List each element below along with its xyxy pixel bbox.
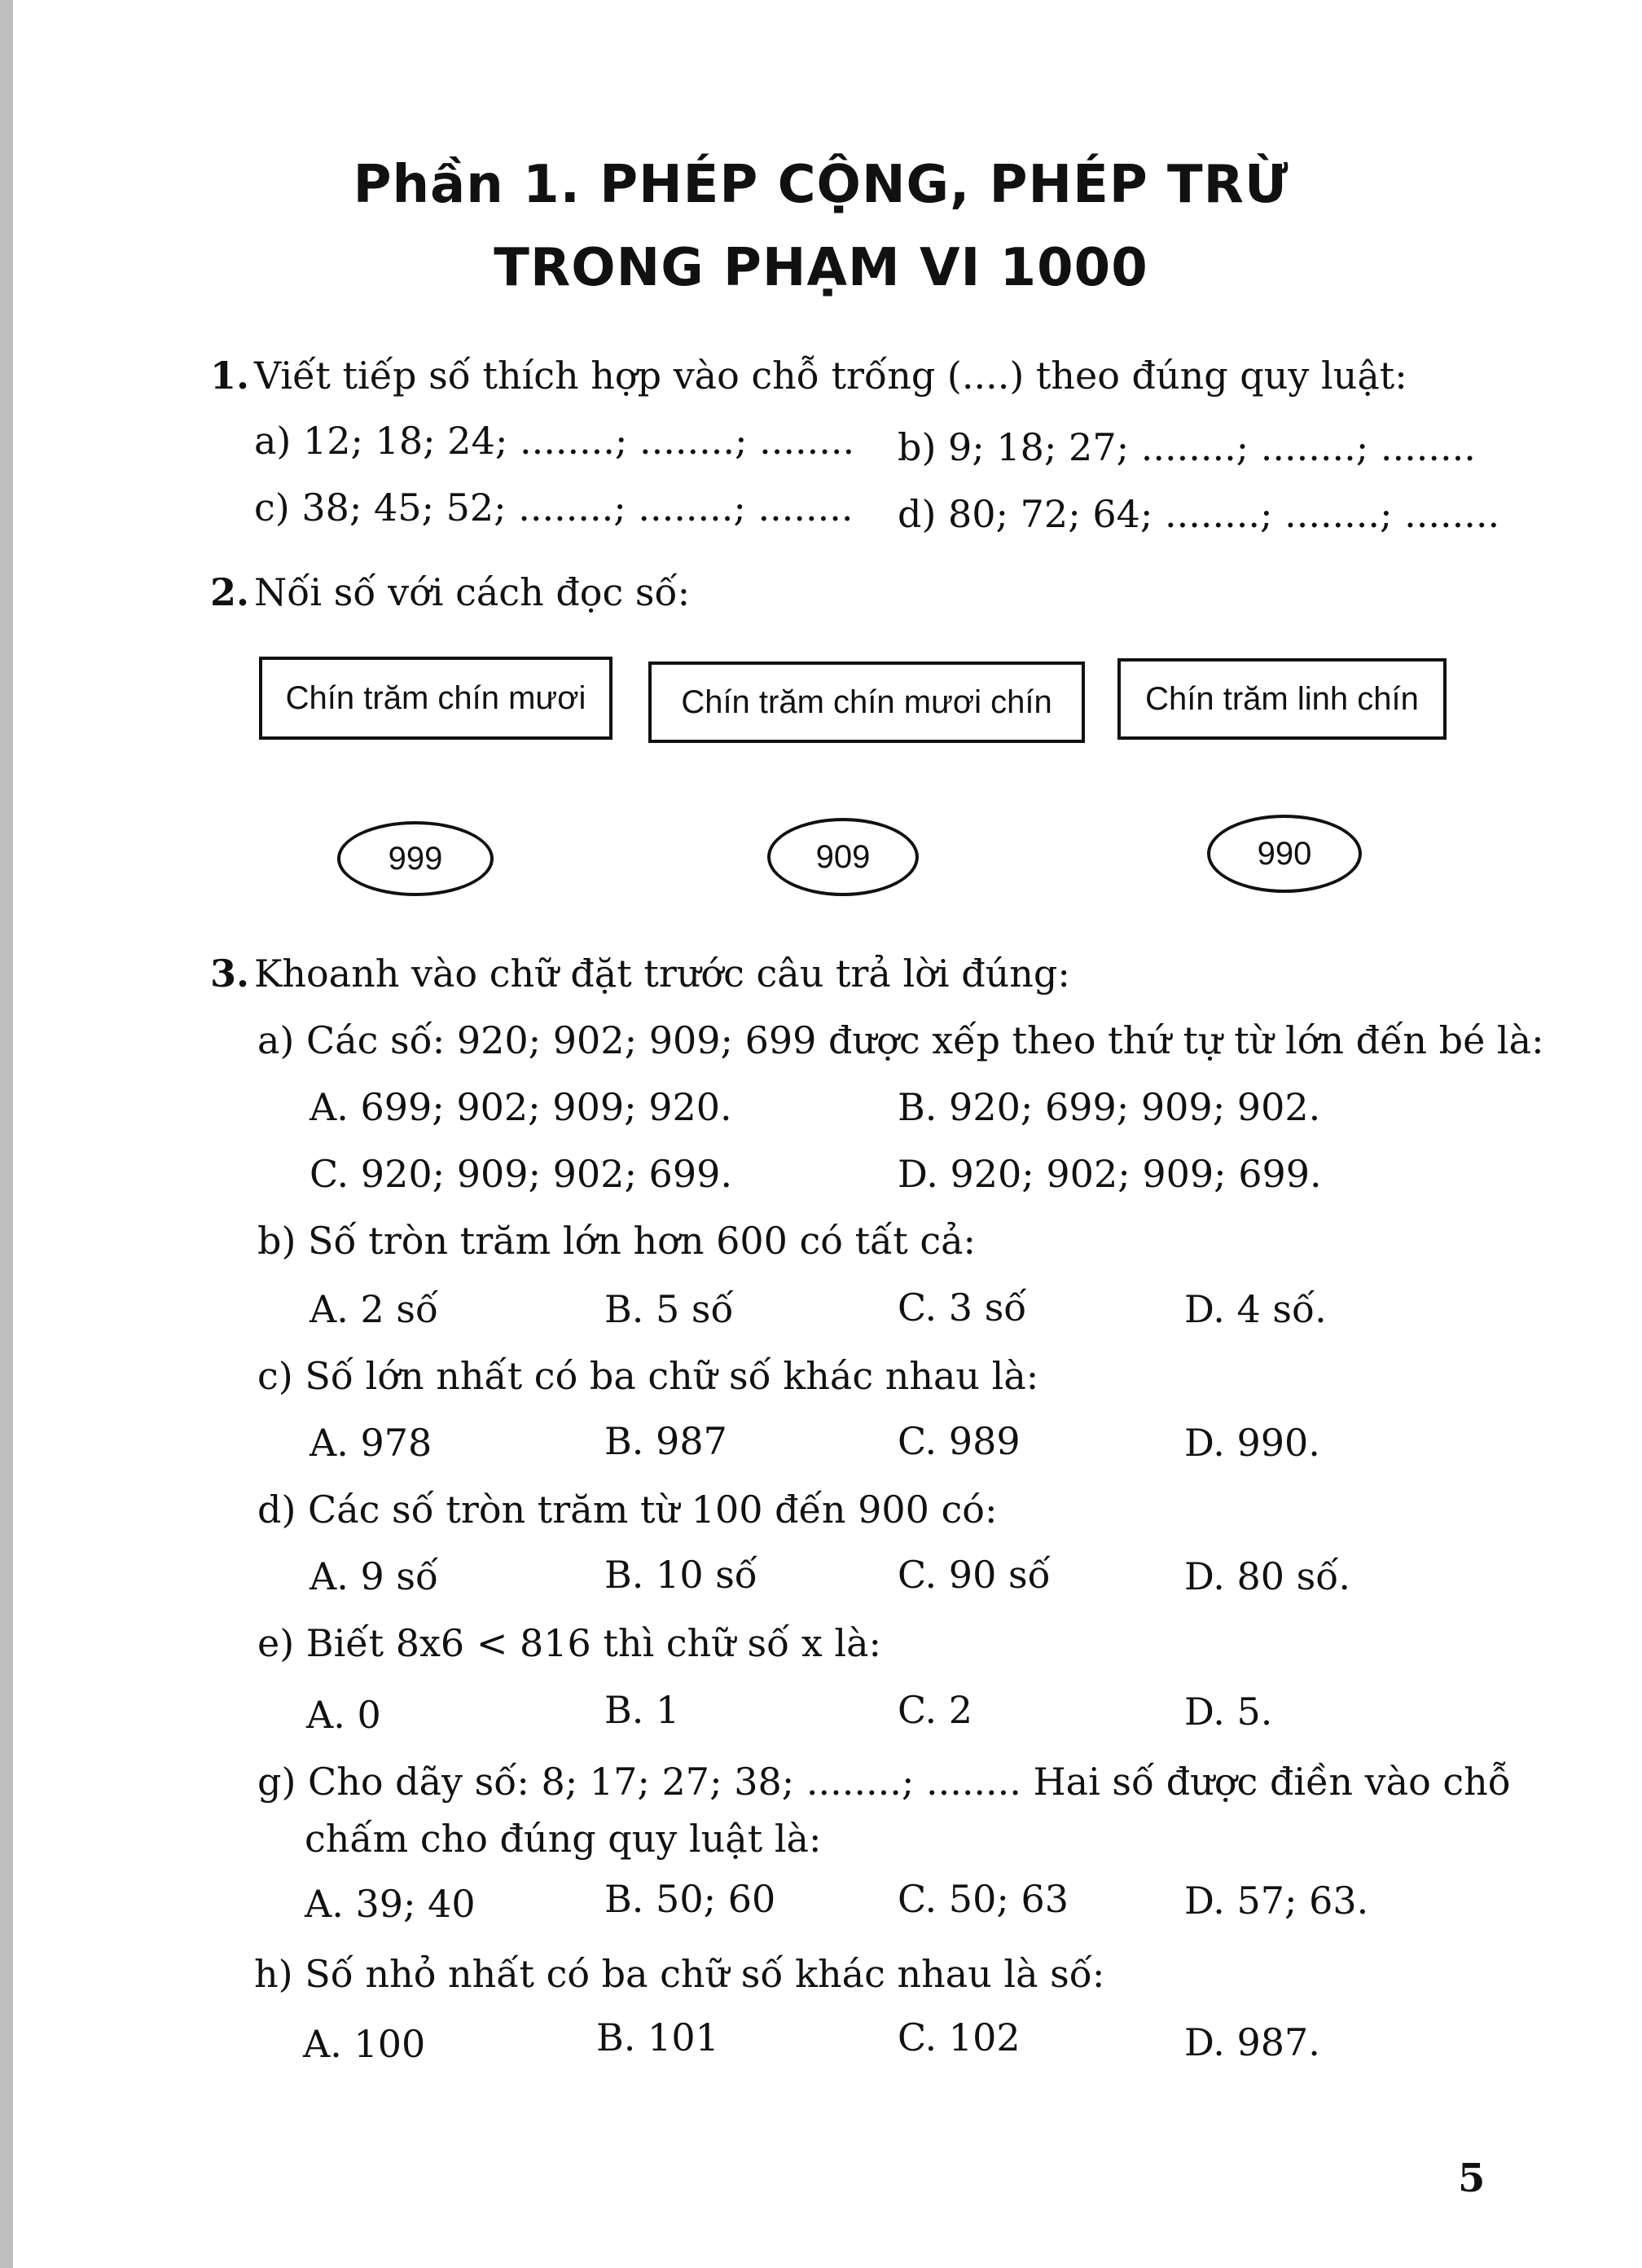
q3b-option-c: C. 3 số xyxy=(898,1286,1027,1330)
q3d-option-b: B. 10 số xyxy=(604,1553,757,1597)
q3c-option-b: B. 987 xyxy=(604,1419,727,1463)
reading-box-909: Chín trăm linh chín xyxy=(1117,658,1447,740)
q3b-option-a: A. 2 số xyxy=(310,1287,439,1331)
q3e-option-b: B. 1 xyxy=(604,1688,680,1732)
q3c-option-d: D. 990. xyxy=(1184,1421,1320,1465)
q1-number: 1. xyxy=(210,354,250,398)
q3h-question: h) Số nhỏ nhất có ba chữ số khác nhau là số: xyxy=(254,1952,1105,1996)
q3a-option-c: C. 920; 909; 902; 699. xyxy=(310,1152,732,1196)
q3d-option-a: A. 9 số xyxy=(310,1554,439,1598)
page-number: 5 xyxy=(1458,2156,1486,2201)
q3c-option-a: A. 978 xyxy=(310,1421,432,1465)
number-oval-999: 999 xyxy=(337,821,494,896)
q3c-question: c) Số lớn nhất có ba chữ số khác nhau là: xyxy=(257,1354,1039,1398)
q3-number: 3. xyxy=(210,952,250,996)
q3e-option-d: D. 5. xyxy=(1184,1690,1273,1734)
q3a-option-d: D. 920; 902; 909; 699. xyxy=(898,1152,1322,1196)
q3a-option-a: A. 699; 902; 909; 920. xyxy=(310,1085,732,1129)
q3e-question: e) Biết 8x6 < 816 thì chữ số x là: xyxy=(257,1621,882,1665)
q3h-option-d: D. 987. xyxy=(1184,2020,1320,2064)
q3d-option-c: C. 90 số xyxy=(898,1553,1051,1597)
number-oval-990: 990 xyxy=(1207,815,1362,893)
q3h-option-c: C. 102 xyxy=(898,2015,1021,2059)
q3e-option-c: C. 2 xyxy=(898,1688,973,1732)
q1-a: a) 12; 18; 24; ........; ........; ........ xyxy=(254,419,855,463)
q3g-option-b: B. 50; 60 xyxy=(604,1877,776,1921)
q1-prompt: Viết tiếp số thích hợp vào chỗ trống (....) theo đúng quy luật: xyxy=(254,354,1407,398)
q3b-option-b: B. 5 số xyxy=(604,1287,734,1331)
section-subtitle: TRONG PHẠM VI 1000 xyxy=(494,238,1148,298)
q3a-option-b: B. 920; 699; 909; 902. xyxy=(898,1085,1321,1129)
q1-c: c) 38; 45; 52; ........; ........; ........ xyxy=(254,486,854,530)
q3g-question-line1: g) Cho dãy số: 8; 17; 27; 38; ........; ........ Hai số được điền vào chỗ xyxy=(257,1760,1511,1804)
q3h-option-a: A. 100 xyxy=(303,2022,426,2066)
q1-d: d) 80; 72; 64; ........; ........; ........ xyxy=(898,492,1500,536)
q3a-question: a) Các số: 920; 902; 909; 699 được xếp theo thứ tự từ lớn đến bé là: xyxy=(257,1018,1544,1062)
q3e-option-a: A. 0 xyxy=(306,1693,381,1737)
page-edge-shadow xyxy=(0,0,13,2268)
number-oval-909: 909 xyxy=(767,818,919,896)
q3g-question-line2: chấm cho đúng quy luật là: xyxy=(305,1817,822,1861)
reading-box-999: Chín trăm chín mươi chín xyxy=(648,662,1085,743)
q3d-question: d) Các số tròn trăm từ 100 đến 900 có: xyxy=(257,1488,998,1532)
q3g-option-d: D. 57; 63. xyxy=(1184,1879,1369,1923)
reading-box-990: Chín trăm chín mươi xyxy=(259,657,612,740)
q3g-option-c: C. 50; 63 xyxy=(898,1877,1069,1921)
q3d-option-d: D. 80 số. xyxy=(1184,1554,1351,1598)
q3c-option-c: C. 989 xyxy=(898,1419,1021,1463)
q2-number: 2. xyxy=(210,570,250,614)
q3g-option-a: A. 39; 40 xyxy=(305,1882,476,1926)
q2-prompt: Nối số với cách đọc số: xyxy=(254,570,691,614)
section-title: Phần 1. PHÉP CỘNG, PHÉP TRỪ xyxy=(353,155,1289,215)
q1-b: b) 9; 18; 27; ........; ........; ........ xyxy=(898,425,1476,469)
q3h-option-b: B. 101 xyxy=(596,2015,719,2059)
q3b-option-d: D. 4 số. xyxy=(1184,1287,1327,1331)
q3b-question: b) Số tròn trăm lớn hơn 600 có tất cả: xyxy=(257,1219,977,1263)
q3-prompt: Khoanh vào chữ đặt trước câu trả lời đúng: xyxy=(254,952,1070,996)
